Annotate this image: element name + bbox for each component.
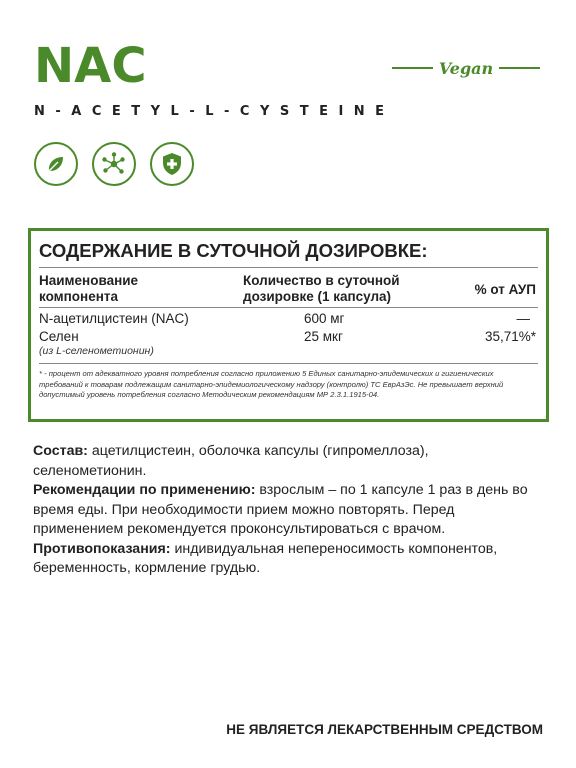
- vegan-badge: [392, 56, 540, 80]
- row-selenium-note: (из L-селенометионин): [39, 345, 154, 357]
- header-amount-line1: Количество в суточной: [243, 273, 400, 288]
- header-percent: % от АУП: [474, 282, 536, 297]
- row-nac-amount: 600 мг: [304, 311, 345, 326]
- header-amount-line2: дозировке (1 капсула): [243, 289, 392, 304]
- row-selenium-amount: 25 мкг: [304, 329, 343, 344]
- row-nac-percent: —: [516, 311, 530, 326]
- molecule-icon: [92, 142, 136, 186]
- not-medicine-disclaimer: НЕ ЯВЛЯЕТСЯ ЛЕКАРСТВЕННЫМ СРЕДСТВОМ: [226, 722, 543, 737]
- panel-title: СОДЕРЖАНИЕ В СУТОЧНОЙ ДОЗИРОВКЕ:: [39, 240, 428, 261]
- contraindications-text: индивидуальная непереносимость компонентов, беременность, кормление грудью.: [33, 540, 498, 576]
- composition-text: ацетилцистеин, оболочка капсулы (гипромеллоза), селенометионин.: [33, 443, 429, 479]
- footnote: * - процент от адекватного уровня потребления согласно приложению 5 Единых санитарно-эпидемических и гигиенических требований к товарам подлежащим санитарно-эпидемиологическому надзору (контролю) ТС ЕврАзЭс. Не превышает верхний допустимый уровень потребления согласно Методическим рекомендациям МР 2.3.1.1915-04.: [39, 369, 504, 399]
- recommendations-text: взрослым – по 1 капсуле 1 раз в день во время еды. При необходимости прием можно повторять. Перед применением рекомендуется проконсультироваться с врачом.: [33, 482, 528, 537]
- shield-plus-icon: [150, 142, 194, 186]
- recommendations-paragraph: [33, 481, 543, 540]
- row-nac-name: N-ацетилцистеин (NAC): [39, 311, 189, 326]
- product-subtitle: N-ACETYL-L-CYSTEINE: [34, 104, 395, 119]
- divider: [39, 267, 538, 268]
- composition-label: Состав:: [33, 443, 88, 459]
- composition-paragraph: [33, 442, 543, 481]
- row-selenium-name: Селен: [39, 329, 79, 344]
- feature-icons: [34, 142, 194, 186]
- contraindications-label: Противопоказания:: [33, 540, 171, 557]
- recommendations-label: Рекомендации по применению:: [33, 482, 256, 498]
- vegan-label: Vegan: [438, 58, 494, 78]
- product-title: NAC: [34, 38, 147, 94]
- divider: [39, 363, 538, 364]
- header-component-line1: Наименование: [39, 273, 139, 288]
- leaf-icon: [34, 142, 78, 186]
- vegan-line-left: [392, 67, 433, 69]
- header-component-line2: компонента: [39, 289, 118, 304]
- contraindications-paragraph: [33, 540, 543, 579]
- vegan-line-right: [499, 67, 540, 69]
- divider: [39, 307, 538, 308]
- row-selenium-percent: 35,71%*: [484, 329, 536, 344]
- daily-dosage-panel: [28, 228, 549, 422]
- product-description: [33, 442, 543, 579]
